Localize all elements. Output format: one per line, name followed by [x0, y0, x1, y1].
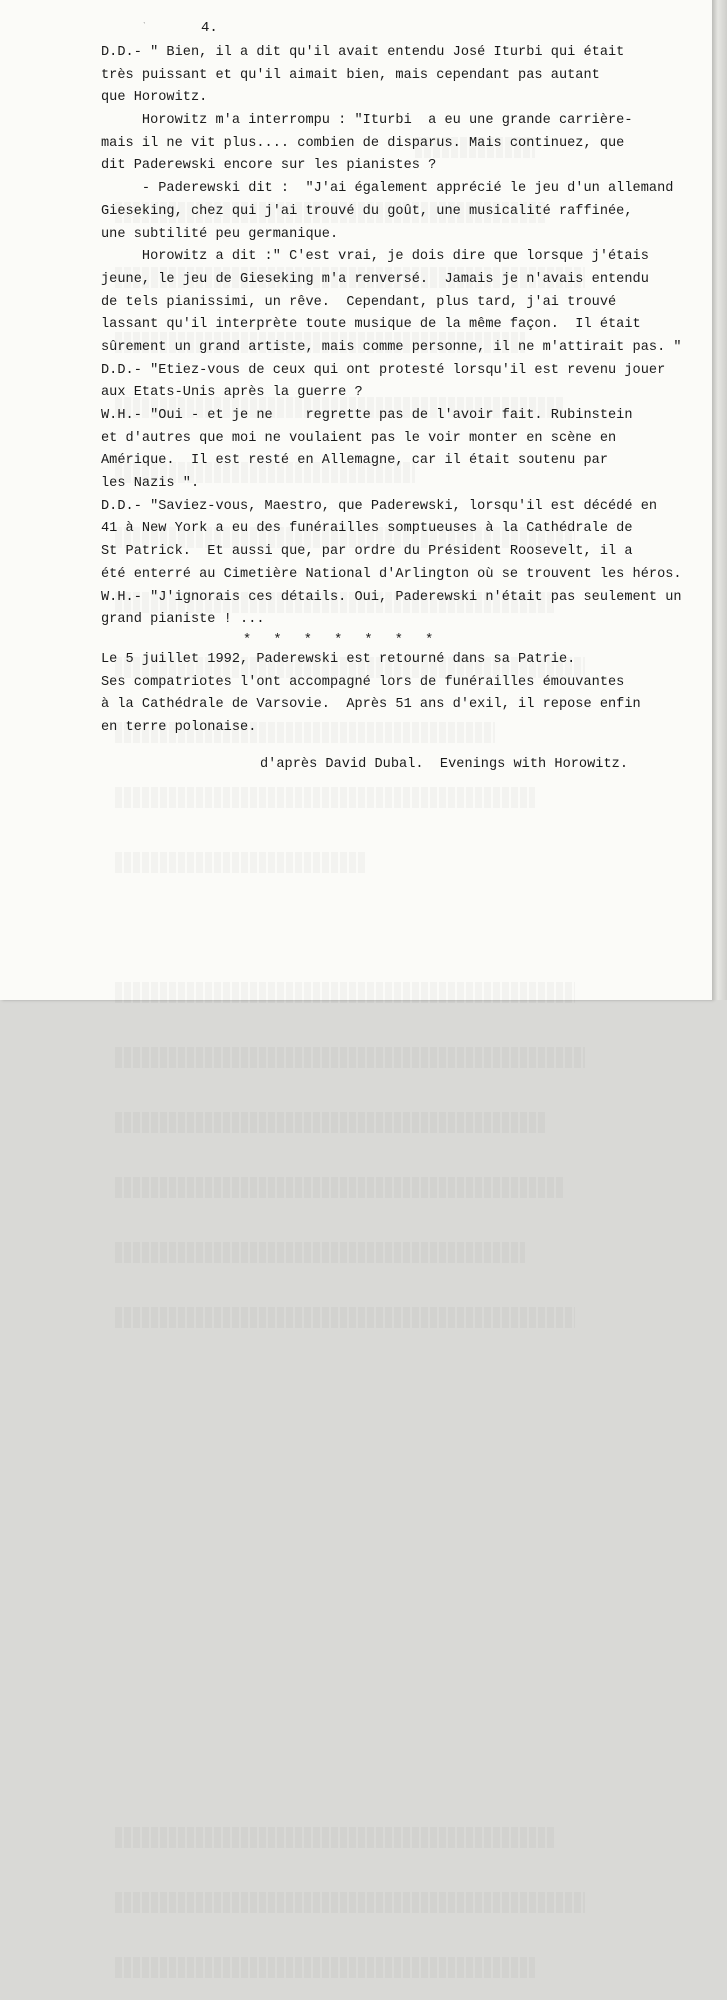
closing-line: Le 5 juillet 1992, Paderewski est retourné dans sa Patrie. [101, 651, 576, 667]
paper-speck: ˋ [142, 22, 148, 32]
text-line: dit Paderewski encore sur les pianistes ? [101, 158, 437, 174]
text-line: une subtilité peu germanique. [101, 226, 339, 242]
text-line: D.D.- " Bien, il a dit qu'il avait entendu José Iturbi qui était [101, 45, 625, 60]
text-line: très puissant et qu'il aimait bien, mais cependant pas autant [101, 67, 600, 83]
text-line: W.H.- "J'ignorais ces détails. Oui, Paderewski n'était pas seulement un [101, 589, 682, 605]
text-line: Amérique. Il est resté en Allemagne, car il était soutenu par [101, 453, 609, 469]
text-line: Horowitz m'a interrompu : "Iturbi a eu une grande carrière- [101, 113, 633, 129]
page-number: 4. [201, 20, 218, 36]
text-line: Horowitz a dit :" C'est vrai, je dois dire que lorsque j'étais [101, 249, 649, 265]
spacer [101, 740, 706, 754]
text-line: W.H.- "Oui - et je ne regrette pas de l'avoir fait. Rubinstein [101, 408, 633, 423]
text-line: sûrement un grand artiste, mais comme personne, il ne m'attirait pas. " [101, 339, 682, 355]
text-line: les Nazis ". [101, 476, 200, 492]
paper-sheet [0, 0, 712, 1000]
text-line: aux Etats-Unis après la guerre ? [101, 385, 363, 401]
text-line: été enterré au Cimetière National d'Arlington où se trouvent les héros. [101, 566, 682, 582]
text-line: que Horowitz. [101, 90, 208, 106]
text-line: D.D.- "Etiez-vous de ceux qui ont protesté lorsqu'il est revenu jouer [101, 362, 666, 378]
text-line: jeune, le jeu de Gieseking m'a renversé. Jamais je n'avais entendu [101, 271, 649, 287]
source-credit: d'après David Dubal. Evenings with Horowitz. [260, 756, 628, 772]
text-line: de tels pianissimi, un rêve. Cependant, plus tard, j'ai trouvé [101, 294, 617, 310]
asterisk-separator: * * * * * * * [243, 632, 434, 648]
text-line: - Paderewski dit : "J'ai également apprécié le jeu d'un allemand [101, 181, 674, 197]
closing-line: en terre polonaise. [101, 719, 257, 735]
text-line: grand pianiste ! ... [101, 612, 265, 628]
text-line: et d'autres que moi ne voulaient pas le voir monter en scène en [101, 430, 617, 446]
text-line: 41 à New York a eu des funérailles somptueuses à la Cathédrale de [101, 521, 633, 537]
text-line: mais il ne vit plus.... combien de disparus. Mais continuez, que [101, 135, 625, 151]
text-line: St Patrick. Et aussi que, par ordre du Président Roosevelt, il a [101, 544, 633, 560]
text-line: lassant qu'il interprète toute musique de la même façon. Il était [101, 317, 641, 333]
closing-line: Ses compatriotes l'ont accompagné lors de funérailles émouvantes [101, 674, 625, 690]
text-line: D.D.- "Saviez-vous, Maestro, que Paderewski, lorsqu'il est décédé en [101, 498, 658, 514]
text-line: Gieseking, chez qui j'ai trouvé du goût, une musicalité raffinée, [101, 203, 633, 219]
page-edge-shadow [712, 0, 727, 1000]
closing-line: à la Cathédrale de Varsovie. Après 51 ans d'exil, il repose enfin [101, 697, 641, 713]
typed-text-body [101, 42, 706, 776]
